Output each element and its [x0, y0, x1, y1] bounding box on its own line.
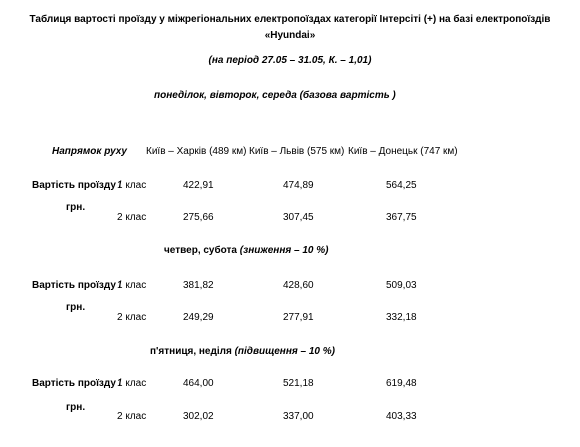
class-label: 1 клас — [117, 280, 147, 291]
currency-label: грн. — [66, 202, 86, 213]
price-cell: 619,48 — [386, 378, 417, 389]
section-heading-fri-sun-italic: (підвищення – 10 %) — [234, 346, 335, 357]
section-heading-thu-sat-italic: (зниження – 10 %) — [239, 245, 329, 256]
price-cell: 307,45 — [283, 212, 314, 223]
class-label: 2 клас — [117, 212, 147, 223]
title-line-2: «Hyundai» — [264, 30, 316, 41]
route-kyiv-donetsk: Київ – Донецьк (747 км) — [348, 146, 458, 157]
price-cell: 302,02 — [183, 411, 214, 422]
class-label: 2 клас — [117, 411, 147, 422]
route-kyiv-lviv: Київ – Львів (575 км) — [249, 146, 345, 157]
price-cell: 464,00 — [183, 378, 214, 389]
price-cell: 332,18 — [386, 312, 417, 323]
price-cell: 275,66 — [183, 212, 214, 223]
section-heading-weekdays-italic: понеділок, вівторок, середа (базова вартість ) — [154, 90, 396, 101]
price-cell: 381,82 — [183, 280, 214, 291]
price-cell: 521,18 — [283, 378, 314, 389]
route-kyiv-kharkiv: Київ – Харків (489 км) — [146, 146, 247, 157]
price-cell: 428,60 — [283, 280, 314, 291]
class-label: 2 клас — [117, 312, 147, 323]
period-note: (на період 27.05 – 31.05, К. – 1,01) — [208, 55, 372, 66]
class-label: 1 клас — [117, 378, 147, 389]
cost-label: Вартість проїзду / — [32, 180, 122, 191]
title-line-1: Таблиця вартості проїзду у міжрегіональних електропоїздах категорії Інтерсіті (+) на базі електропоїздів — [29, 14, 551, 25]
cost-label: Вартість проїзду / — [32, 378, 122, 389]
currency-label: грн. — [66, 302, 86, 313]
currency-label: грн. — [66, 402, 86, 413]
price-cell: 422,91 — [183, 180, 214, 191]
section-heading-weekdays — [154, 90, 396, 101]
direction-label: Напрямок руху — [52, 146, 127, 157]
price-cell: 474,89 — [283, 180, 314, 191]
price-cell: 367,75 — [386, 212, 417, 223]
price-cell: 337,00 — [283, 411, 314, 422]
price-cell: 403,33 — [386, 411, 417, 422]
section-heading-fri-sun: п'ятниця, неділя (підвищення – 10 %) — [150, 346, 335, 357]
section-heading-thu-sat: четвер, субота (зниження – 10 %) — [164, 245, 329, 256]
price-cell: 509,03 — [386, 280, 417, 291]
price-cell: 249,29 — [183, 312, 214, 323]
price-cell: 564,25 — [386, 180, 417, 191]
class-label: 1 клас — [117, 180, 147, 191]
price-cell: 277,91 — [283, 312, 314, 323]
cost-label: Вартість проїзду / — [32, 280, 122, 291]
